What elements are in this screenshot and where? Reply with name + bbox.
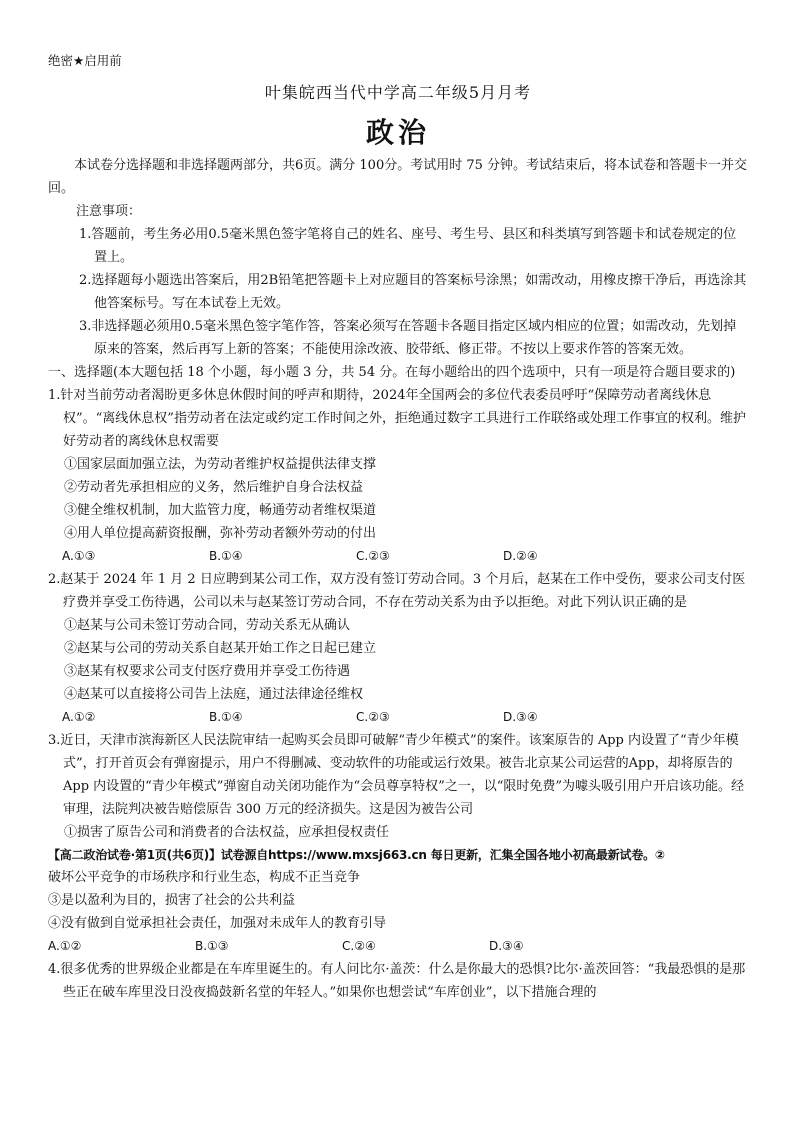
choice-a: A.①② [62,710,96,724]
choice-a: A.①② [48,939,82,953]
secret-mark: 绝密★启用前 [48,53,122,68]
notice-label: 注意事项： [76,204,142,219]
choice-d: D.③④ [503,710,538,724]
question-3-option: ①损害了原告公司和消费者的合法权益，应承担侵权责任 [64,825,390,840]
choice-d: D.③④ [489,939,524,953]
subject-title: 政治 [365,116,430,149]
intro-text: 本试卷分选择题和非选择题两部分，共6页。满分 100分。考试用时 75 分钟。考试结束后，将本试卷和答题卡一并交回。 [48,158,748,196]
question-4-stem: 4.很多优秀的世界级企业都是在车库里诞生的。有人问比尔·盖茨：什么是你最大的恐惧?比尔·盖茨回答：“我最恐惧的是那些正在破车库里没日没夜捣鼓新名堂的年轻人。”如果你也想尝试“车库创业”，以下措施合理的 [48,962,746,1000]
question-3-option-continued: 破坏公平竞争的市场秩序和行业生态，构成不正当竞争 [48,870,361,885]
question-2-option: ③赵某有权要求公司支付医疗费用并享受工伤待遇 [64,664,351,679]
question-3-stem: 3.近日，天津市滨海新区人民法院审结一起购买会员即可破解“青少年模式”的案件。该案原告的 App 内设置了“青少年模式”，打开首页会有弹窗提示，用户不得删减、变动软件的功能或运行效果。被告北京某公司运营的App，却将原告的 App 内设置的“青少年模式”弹窗自动关闭功能作为“会员尊享特权”之一，以“限时免费”为噱头吸引用户开启该功能。经审理，法院判决被告赔偿原告 300 万元的经济损失。这是因为被告公司 [48,733,745,817]
notice-item-2: 2.选择题每小题选出答案后，用2B铅笔把答题卡上对应题目的答案标号涂黑；如需改动，用橡皮擦干净后，再选涂其他答案标号。写在本试卷上无效。 [79,273,747,311]
choice-c: C.②③ [356,549,390,563]
question-1-option: ④用人单位提高薪资报酬，弥补劳动者额外劳动的付出 [64,526,377,541]
choice-c: C.②③ [356,710,390,724]
question-3-option: ④没有做到自觉承担社会责任，加强对未成年人的教育引导 [48,916,387,931]
notice-item-1: 1.答题前，考生务必用0.5毫米黑色签字笔将自己的姓名、座号、考生号、县区和科类填写到答题卡和试卷规定的位置上。 [79,227,737,265]
choice-b: B.①③ [195,939,229,953]
question-2-option: ④赵某可以直接将公司告上法庭，通过法律途径维权 [64,687,364,702]
question-3-option: ③是以盈利为目的，损害了社会的公共利益 [48,893,296,908]
choice-d: D.②④ [503,549,538,563]
question-1-stem: 1.针对当前劳动者渴盼更多休息休假时间的呼声和期待，2024年全国两会的多位代表委员呼吁“保障劳动者离线休息权”。“离线休息权”指劳动者在法定或约定工作时间之外，拒绝通过数字工具进行工作联络或处理工作事宜的权利。维护好劳动者的离线休息权需要 [48,388,746,449]
question-2-choices [48,706,748,729]
question-1-option: ①国家层面加强立法，为劳动者维护权益提供法律支撑 [64,457,377,472]
question-1-option: ③健全维权机制，加大监管力度，畅通劳动者维权渠道 [64,503,377,518]
exam-title: 叶集皖西当代中学高二年级5月月考 [264,83,532,102]
choice-b: B.①④ [209,710,243,724]
choice-a: A.①③ [62,549,96,563]
choice-c: C.②④ [342,939,376,953]
question-2-stem: 2.赵某于 2024 年 1 月 2 日应聘到某公司工作，双方没有签订劳动合同。3 个月后，赵某在工作中受伤，要求公司支付医疗费并享受工伤待遇，公司以未与赵某签订劳动合同，不存在劳动关系为由予以拒绝。对此下列认识正确的是 [48,572,746,610]
question-2-option: ①赵某与公司未签订劳动合同，劳动关系无从确认 [64,618,351,633]
exam-page [48,50,748,1004]
choice-b: B.①④ [209,549,243,563]
question-1-option: ②劳动者先承担相应的义务，然后维护自身合法权益 [64,480,364,495]
section-heading: 一、选择题(本大题包括 18 个小题，每小题 3 分，共 54 分。在每小题给出的四个选项中，只有一项是符合题目要求的) [48,365,736,380]
page-footer: 【高二政治试卷·第1页(共6页)】试卷源自https://www.mxsj663.cn 每日更新，汇集全国各地小初高最新试卷。② [48,848,665,862]
question-2-option: ②赵某与公司的劳动关系自赵某开始工作之日起已建立 [64,641,377,656]
question-1-choices [48,545,748,568]
question-3-choices [48,935,748,958]
notice-item-3: 3.非选择题必须用0.5毫米黑色签字笔作答，答案必须写在答题卡各题目指定区域内相应的位置；如需改动，先划掉原来的答案，然后再写上新的答案；不能使用涂改液、胶带纸、修正带。不按以上要求作答的答案无效。 [79,319,737,357]
